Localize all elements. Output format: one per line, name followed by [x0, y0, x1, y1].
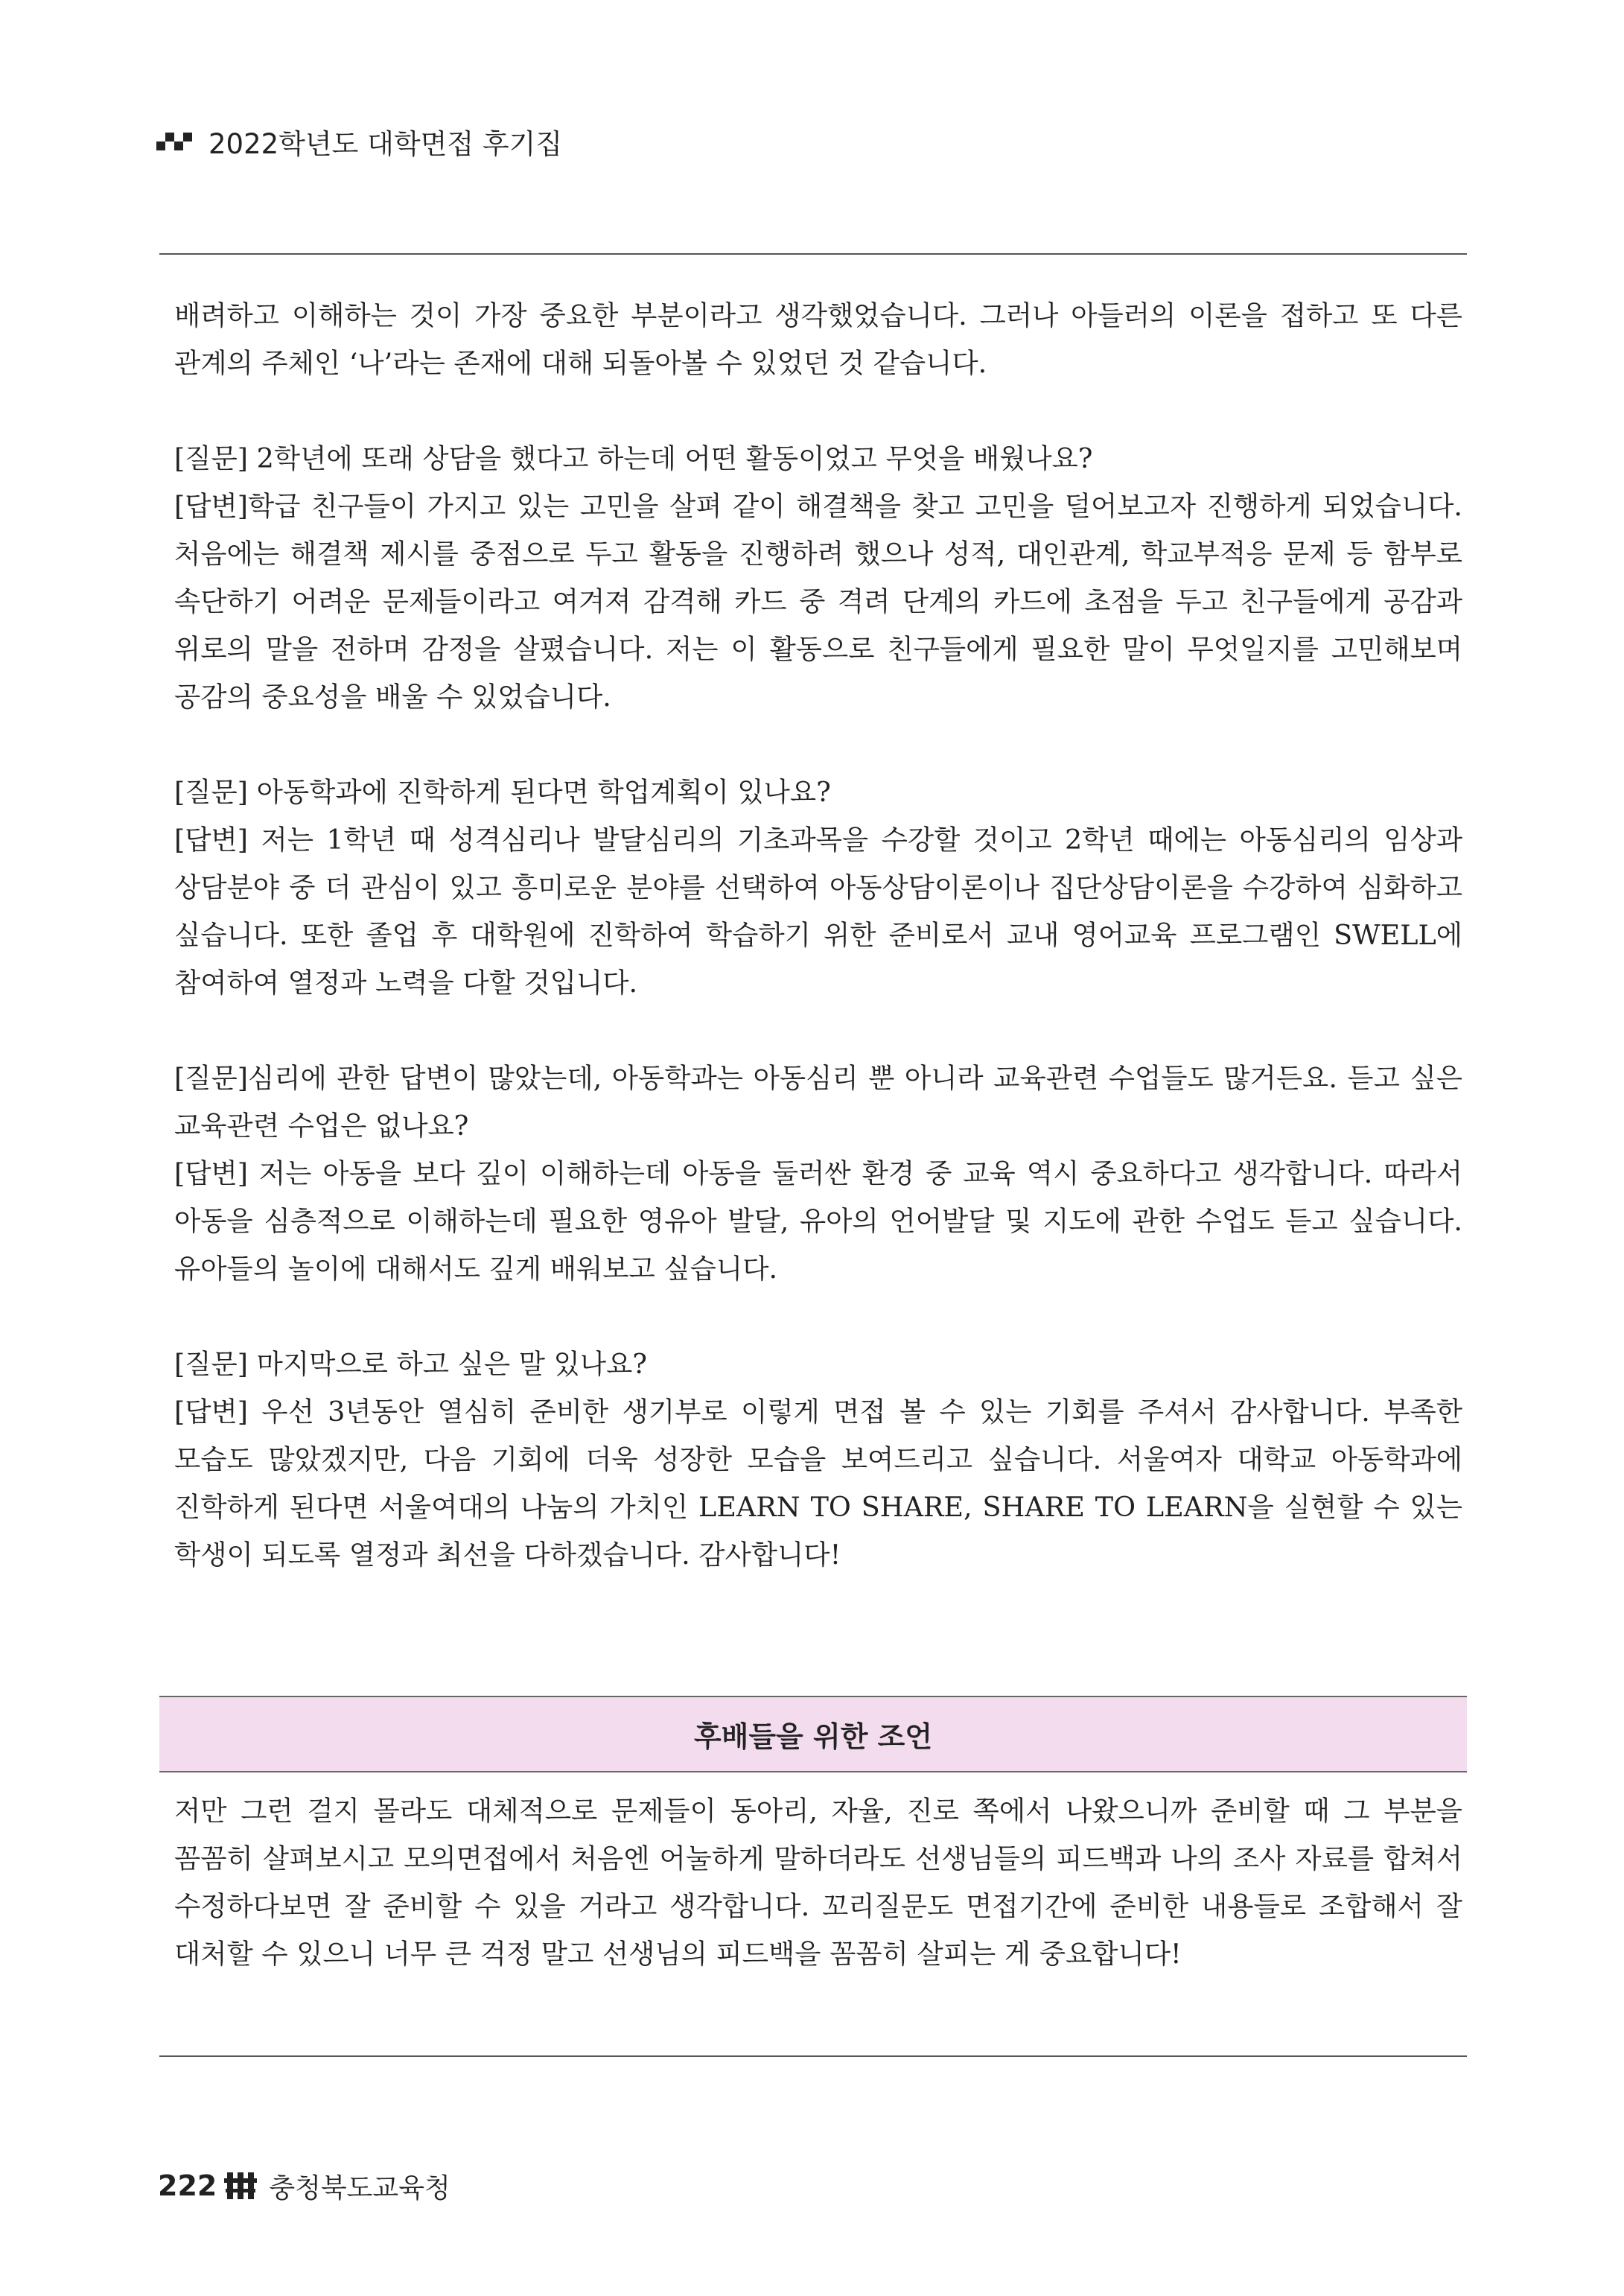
advice-title-text: 후배들을 위한 조언 — [693, 1720, 933, 1753]
answer-paragraph: [답변] 우선 3년동안 열심히 준비한 생기부로 이렇게 면접 볼 수 있는 기회를 주셔서 감사합니다. 부족한 모습도 많았겠지만, 다음 기회에 더욱 성장한 모습을 보여드리고 싶습니다. 서울여자 대학교 아동학과에 진학하게 된다면 서울여대의 나눔의 가치인 LEARN TO SHARE, SHARE TO LEARN을 실현할 수 있는 학생이 되도록 열정과 최선을 다하겠습니다. 감사합니다! — [174, 1396, 1462, 1571]
question-paragraph: [질문] 아동학과에 진학하게 된다면 학업계획이 있나요? — [174, 776, 831, 808]
header-title: 2022학년도 대학면접 후기집 — [208, 128, 563, 160]
question-paragraph: [질문]심리에 관한 답변이 많았는데, 아동학과는 아동심리 뿐 아니라 교육관련 수업들도 많거든요. 듣고 싶은 교육관련 수업은 없나요? — [174, 1062, 1462, 1142]
answer-paragraph: [답변]학급 친구들이 가지고 있는 고민을 살펴 같이 해결책을 찾고 고민을 덜어보고자 진행하게 되었습니다. 처음에는 해결책 제시를 중점으로 두고 활동을 진행하려 했으나 성적, 대인관계, 학교부적응 문제 등 함부로 속단하기 어려운 문제들이라고 여겨져 감격해 카드 중 격려 단계의 카드에 초점을 두고 친구들에게 공감과 위로의 말을 전하며 감정을 살폈습니다. 저는 이 활동으로 친구들에게 필요한 말이 무엇일지를 고민해보며 공감의 중요성을 배울 수 있었습니다. — [174, 490, 1462, 713]
advice-paragraph: 저만 그런 걸지 몰라도 대체적으로 문제들이 동아리, 자율, 진로 쪽에서 나왔으니까 준비할 때 그 부분을 꼼꼼히 살펴보시고 모의면접에서 처음엔 어눌하게 말하더라도 선생님들의 피드백과 나의 조사 자료를 합쳐서 수정하다보면 잘 준비할 수 있을 거라고 생각합니다. 꼬리질문도 면접기간에 준비한 내용들로 조합해서 잘 대처할 수 있으니 너무 큰 걱정 말고 선생님의 피드백을 꼼꼼히 살피는 게 중요합니다! — [174, 1795, 1462, 1970]
answer-paragraph: [답변] 저는 아동을 보다 깊이 이해하는데 아동을 둘러싼 환경 중 교육 역시 중요하다고 생각합니다. 따라서 아동을 심층적으로 이해하는데 필요한 영유아 발달, 유아의 언어발달 및 지도에 관한 수업도 듣고 싶습니다. 유아들의 놀이에 대해서도 깊게 배워보고 싶습니다. — [174, 1157, 1462, 1285]
page-footer — [158, 2163, 450, 2208]
organization-name: 충청북도교육청 — [269, 2172, 450, 2204]
page-number: 222 — [158, 2169, 217, 2202]
answer-paragraph: [답변] 저는 1학년 때 성격심리나 발달심리의 기초과목을 수강할 것이고 2학년 때에는 아동심리의 임상과 상담분야 중 더 관심이 있고 흥미로운 분야를 선택하여 아동상담이론이나 집단상담이론을 수강하여 심화하고 싶습니다. 또한 졸업 후 대학원에 진학하여 학습하기 위한 준비로서 교내 영어교육 프로그램인 SWELL에 참여하여 열정과 노력을 다할 것입니다. — [174, 824, 1462, 999]
education-office-logo-icon — [224, 2169, 257, 2202]
advice-section-title — [159, 1696, 1467, 1772]
question-paragraph: [질문] 마지막으로 하고 싶은 말 있나요? — [174, 1348, 647, 1380]
interview-body — [174, 292, 1462, 1579]
pixel-squares-icon — [156, 133, 194, 150]
bottom-divider — [159, 2055, 1467, 2057]
running-header — [156, 119, 562, 164]
body-paragraph: 배려하고 이해하는 것이 가장 중요한 부분이라고 생각했었습니다. 그러나 아들러의 이론을 접하고 또 다른 관계의 주체인 ‘나’라는 존재에 대해 되돌아볼 수 있었던 것 같습니다. — [174, 299, 1462, 379]
question-paragraph: [질문] 2학년에 또래 상담을 했다고 하는데 어떤 활동이었고 무엇을 배웠나요? — [174, 442, 1093, 474]
top-divider — [159, 253, 1467, 255]
